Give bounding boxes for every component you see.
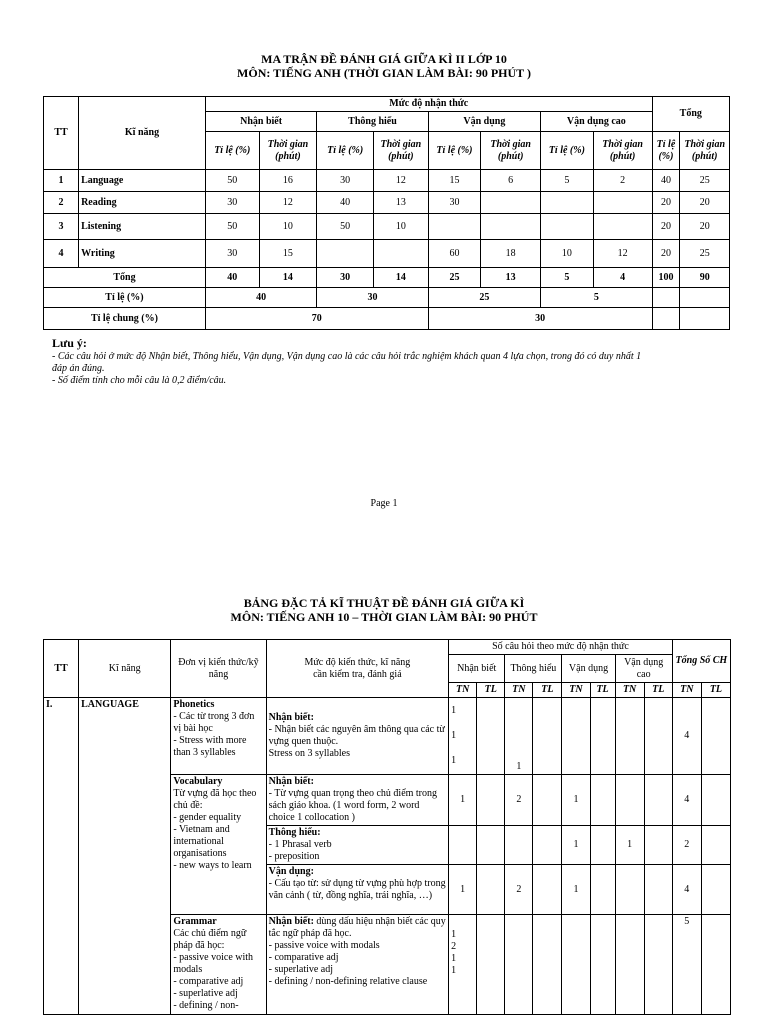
total-cell: 4 <box>672 865 701 915</box>
matrix-title-line2: MÔN: TIẾNG ANH (THỜI GIAN LÀM BÀI: 90 PHÚT ) <box>237 66 531 80</box>
count-cell <box>644 865 672 915</box>
count-cell <box>615 775 644 826</box>
description-title: Thông hiểu: <box>268 827 321 838</box>
cell: 5 <box>541 288 652 308</box>
cell: 5 <box>541 170 594 192</box>
spec-header-total: Tổng Số CH <box>672 640 730 683</box>
count-cell: 1 <box>449 865 477 915</box>
sub-rate: Tỉ lệ (%) <box>541 132 594 170</box>
unit-line: - gender equality <box>173 812 242 823</box>
unit-phonetics <box>171 698 266 775</box>
description <box>266 698 449 775</box>
cell: 30 <box>317 268 374 288</box>
header-level: Mức độ nhận thức <box>205 97 652 112</box>
tl-label: TL <box>477 683 505 698</box>
total-cell <box>701 775 730 826</box>
cell: 30 <box>317 288 428 308</box>
count-cell <box>477 826 505 865</box>
notes-title: Lưu ý: <box>52 336 87 350</box>
total-cell <box>701 915 730 1015</box>
description-line: Stress on 3 syllables <box>268 748 350 759</box>
cell: 14 <box>259 268 317 288</box>
count-cell <box>449 698 477 775</box>
row-tt: 2 <box>44 192 79 214</box>
count-cell <box>477 865 505 915</box>
cell <box>481 192 541 214</box>
description-title: Nhận biết: <box>268 916 314 927</box>
cell <box>593 192 652 214</box>
rate-row <box>44 288 730 308</box>
count-cell <box>615 865 644 915</box>
unit-line: - superlative adj <box>173 988 238 999</box>
tn-label: TN <box>505 683 533 698</box>
description-line: - Nhận biết các nguyên âm thông qua các từ vựng quen thuộc. <box>268 724 445 747</box>
count-value: 1 <box>451 730 457 741</box>
description-title: Nhận biết: <box>268 712 314 723</box>
count-cell <box>644 698 672 775</box>
spec-level-recognition: Nhận biết <box>449 655 505 683</box>
description <box>266 865 449 915</box>
table-row <box>44 240 730 268</box>
description <box>266 826 449 865</box>
description-line: - Từ vựng quan trọng theo chủ điểm trong sách giáo khoa. (1 word form, 2 word choice 1 collocation ) <box>268 788 438 823</box>
note-line2: - Số điểm tính cho mỗi câu là 0,2 điểm/câu. <box>52 375 227 386</box>
unit-grammar <box>171 915 266 1015</box>
count-cell: 1 <box>615 826 644 865</box>
cell: 20 <box>680 214 730 240</box>
row-skill: Writing <box>79 240 206 268</box>
description-line: - preposition <box>268 851 320 862</box>
unit-line: - comparative adj <box>173 976 244 987</box>
cell: 30 <box>317 170 374 192</box>
sub-rate: Tỉ lệ (%) <box>428 132 481 170</box>
count-cell: 1 <box>449 775 477 826</box>
count-cell <box>477 915 505 1015</box>
count-cell <box>505 915 533 1015</box>
table-row <box>44 214 730 240</box>
cell: 5 <box>541 268 594 288</box>
tn-label: TN <box>615 683 644 698</box>
level-comprehension: Thông hiểu <box>317 112 428 132</box>
cell: 50 <box>317 214 374 240</box>
spec-title <box>0 596 768 624</box>
unit-line: Các chủ điểm ngữ pháp đã học: <box>173 928 247 951</box>
count-cell: 1 <box>562 865 590 915</box>
cell: 4 <box>593 268 652 288</box>
count-cell <box>615 915 644 1015</box>
total-cell <box>701 826 730 865</box>
spec-table <box>43 639 731 1015</box>
cell: 90 <box>680 268 730 288</box>
cell <box>428 214 481 240</box>
cell: 40 <box>317 192 374 214</box>
unit-title: Vocabulary <box>173 776 223 787</box>
description-line: - Cấu tạo từ: sử dụng từ vựng phù hợp trong văn cảnh ( từ, đồng nghĩa, trái nghĩa, …) <box>268 878 446 901</box>
unit-line: Từ vựng đã học theo chủ đề: <box>173 788 257 811</box>
row-tt: 4 <box>44 240 79 268</box>
count-value: 1 <box>451 705 457 716</box>
description-line: - defining / non-defining relative clause <box>268 976 428 987</box>
count-value: 2 <box>451 941 457 952</box>
cell <box>374 240 429 268</box>
cell: 25 <box>680 170 730 192</box>
cell: 30 <box>205 192 259 214</box>
count-cell <box>562 915 590 1015</box>
cell: 12 <box>374 170 429 192</box>
cell: 40 <box>652 170 680 192</box>
total-label: Tổng <box>44 268 206 288</box>
total-cell: 5 <box>672 915 701 1015</box>
cell: 30 <box>428 192 481 214</box>
table-row <box>44 170 730 192</box>
count-cell <box>533 775 562 826</box>
spec-title-line1: BẢNG ĐẶC TẢ KĨ THUẬT ĐỀ ĐÁNH GIÁ GIỮA KÌ <box>243 596 525 610</box>
cell: 12 <box>593 240 652 268</box>
cell <box>680 308 730 330</box>
count-cell <box>477 775 505 826</box>
spec-level-application: Vận dụng <box>562 655 615 683</box>
cell: 20 <box>680 192 730 214</box>
count-cell: 2 <box>505 865 533 915</box>
tl-label: TL <box>533 683 562 698</box>
count-cell <box>562 698 590 775</box>
cell: 40 <box>205 288 316 308</box>
row-skill: Reading <box>79 192 206 214</box>
row-skill: Listening <box>79 214 206 240</box>
tl-label: TL <box>590 683 615 698</box>
unit-vocabulary <box>171 775 266 915</box>
cell: 20 <box>652 214 680 240</box>
header-total: Tổng <box>652 97 729 132</box>
level-high-application: Vận dụng cao <box>541 112 652 132</box>
sub-rate: Tỉ lệ (%) <box>317 132 374 170</box>
description-line: dùng dấu hiệu nhận biết các quy tắc ngữ pháp đã học. <box>268 916 446 939</box>
total-cell: 2 <box>672 826 701 865</box>
cell <box>593 214 652 240</box>
header-skill: Kĩ năng <box>79 97 206 170</box>
row-tt: 1 <box>44 170 79 192</box>
page-number: Page 1 <box>370 498 398 509</box>
tl-label: TL <box>644 683 672 698</box>
cell <box>481 214 541 240</box>
matrix-title <box>0 52 768 80</box>
unit-line: - new ways to learn <box>173 860 252 871</box>
count-value: 1 <box>451 965 457 976</box>
cell: 2 <box>593 170 652 192</box>
spec-header-level <box>266 640 449 698</box>
description-title: Nhận biết: <box>268 776 314 787</box>
section-tt: I. <box>44 698 79 1015</box>
row-skill: Language <box>79 170 206 192</box>
cell: 10 <box>374 214 429 240</box>
count-cell <box>615 698 644 775</box>
section-name: LANGUAGE <box>79 698 171 1015</box>
unit-title: Grammar <box>173 916 217 927</box>
sub-rate: Tỉ lệ (%) <box>652 132 680 170</box>
sub-time: Thời gian (phút) <box>593 132 652 170</box>
sub-time: Thời gian (phút) <box>680 132 730 170</box>
description-line: - 1 Phrasal verb <box>268 839 332 850</box>
cell: 6 <box>481 170 541 192</box>
cell: 14 <box>374 268 429 288</box>
count-cell <box>533 826 562 865</box>
cell: 10 <box>259 214 317 240</box>
count-cell <box>533 915 562 1015</box>
header-tt: TT <box>44 97 79 170</box>
count-cell: 2 <box>505 775 533 826</box>
sub-time: Thời gian (phút) <box>481 132 541 170</box>
count-cell <box>449 826 477 865</box>
cell: 60 <box>428 240 481 268</box>
cell: 15 <box>259 240 317 268</box>
table-row <box>44 192 730 214</box>
cell: 40 <box>205 268 259 288</box>
note-line1: - Các câu hỏi ở mức độ Nhận biết, Thông hiểu, Vận dụng, Vận dụng cao là các câu hỏi trắc nghiệm khách quan 4 lựa chọn, trong đó có duy nhất 1 <box>52 351 642 362</box>
cell <box>652 308 680 330</box>
sub-rate: Tỉ lệ (%) <box>205 132 259 170</box>
count-cell <box>644 826 672 865</box>
total-cell: 4 <box>672 775 701 826</box>
total-cell <box>701 698 730 775</box>
cell: 100 <box>652 268 680 288</box>
unit-title: Phonetics <box>173 699 215 710</box>
cell: 13 <box>374 192 429 214</box>
tn-label: TN <box>562 683 590 698</box>
spec-title-line2: MÔN: TIẾNG ANH 10 – THỜI GIAN LÀM BÀI: 90 PHÚT <box>230 610 538 624</box>
cell <box>652 288 680 308</box>
level-application: Vận dụng <box>428 112 540 132</box>
count-cell <box>644 775 672 826</box>
table-row <box>44 698 731 775</box>
total-row <box>44 268 730 288</box>
description <box>266 915 449 1015</box>
cell: 20 <box>652 240 680 268</box>
description <box>266 775 449 826</box>
tn-label: TN <box>449 683 477 698</box>
cell: 15 <box>428 170 481 192</box>
note-line1b: đáp án đúng. <box>52 363 105 374</box>
count-cell: 1 <box>562 826 590 865</box>
count-cell <box>590 775 615 826</box>
count-cell <box>590 826 615 865</box>
spec-header-skill: Kĩ năng <box>79 640 171 698</box>
general-label: Tỉ lệ chung (%) <box>44 308 206 330</box>
spec-level-high-application: Vận dụng cao <box>615 655 672 683</box>
cell <box>541 214 594 240</box>
matrix-title-line1: MA TRẬN ĐỀ ĐÁNH GIÁ GIỮA KÌ II LỚP 10 <box>261 52 507 66</box>
count-cell <box>590 865 615 915</box>
count-value: 1 <box>451 929 457 940</box>
cell: 30 <box>428 308 652 330</box>
unit-line: - passive voice with modals <box>173 952 254 975</box>
level-recognition: Nhận biết <box>205 112 316 132</box>
spec-header-unit: Đơn vị kiến thức/kỹ năng <box>171 640 266 698</box>
cell: 25 <box>680 240 730 268</box>
assessment-matrix-table <box>43 96 730 330</box>
count-cell <box>533 865 562 915</box>
count-value: 1 <box>451 953 457 964</box>
spec-header-level-line2: cần kiểm tra, đánh giá <box>313 668 402 680</box>
unit-line: - Stress with more than 3 syllables <box>173 735 247 758</box>
spec-level-comprehension: Thông hiểu <box>505 655 562 683</box>
unit-line: - defining / non- <box>173 1000 239 1011</box>
count-cell <box>449 915 477 1015</box>
tl-label: TL <box>701 683 730 698</box>
cell: 10 <box>541 240 594 268</box>
count-cell <box>590 698 615 775</box>
sub-time: Thời gian (phút) <box>259 132 317 170</box>
cell: 25 <box>428 288 540 308</box>
count-cell <box>644 915 672 1015</box>
cell: 50 <box>205 214 259 240</box>
spec-header-tt: TT <box>44 640 79 698</box>
spec-header-level-line1: Mức độ kiến thức, kĩ năng <box>304 656 411 668</box>
count-cell <box>477 698 505 775</box>
rate-label: Tỉ lệ (%) <box>44 288 206 308</box>
description-title: Vận dụng: <box>268 866 314 877</box>
description-line: - comparative adj <box>268 952 339 963</box>
cell <box>541 192 594 214</box>
cell: 18 <box>481 240 541 268</box>
cell: 25 <box>428 268 481 288</box>
cell: 12 <box>259 192 317 214</box>
tn-label: TN <box>672 683 701 698</box>
cell <box>680 288 730 308</box>
total-cell: 4 <box>672 698 701 775</box>
cell: 30 <box>205 240 259 268</box>
unit-line: - Vietnam and international organisations <box>173 824 230 859</box>
spec-header-count: Số câu hỏi theo mức độ nhận thức <box>449 640 673 655</box>
description-line: - superlative adj <box>268 964 334 975</box>
cell: 70 <box>205 308 428 330</box>
count-value: 1 <box>451 755 457 766</box>
cell: 16 <box>259 170 317 192</box>
count-cell <box>505 826 533 865</box>
general-row <box>44 308 730 330</box>
description-line: - passive voice with modals <box>268 940 380 951</box>
cell <box>317 240 374 268</box>
cell: 50 <box>205 170 259 192</box>
count-cell <box>533 698 562 775</box>
count-cell: 1 <box>562 775 590 826</box>
count-cell: 1 <box>505 698 533 775</box>
row-tt: 3 <box>44 214 79 240</box>
unit-line: - Các từ trong 3 đơn vị bài học <box>173 711 255 734</box>
sub-time: Thời gian (phút) <box>374 132 429 170</box>
count-cell <box>590 915 615 1015</box>
cell: 13 <box>481 268 541 288</box>
cell: 20 <box>652 192 680 214</box>
total-cell <box>701 865 730 915</box>
